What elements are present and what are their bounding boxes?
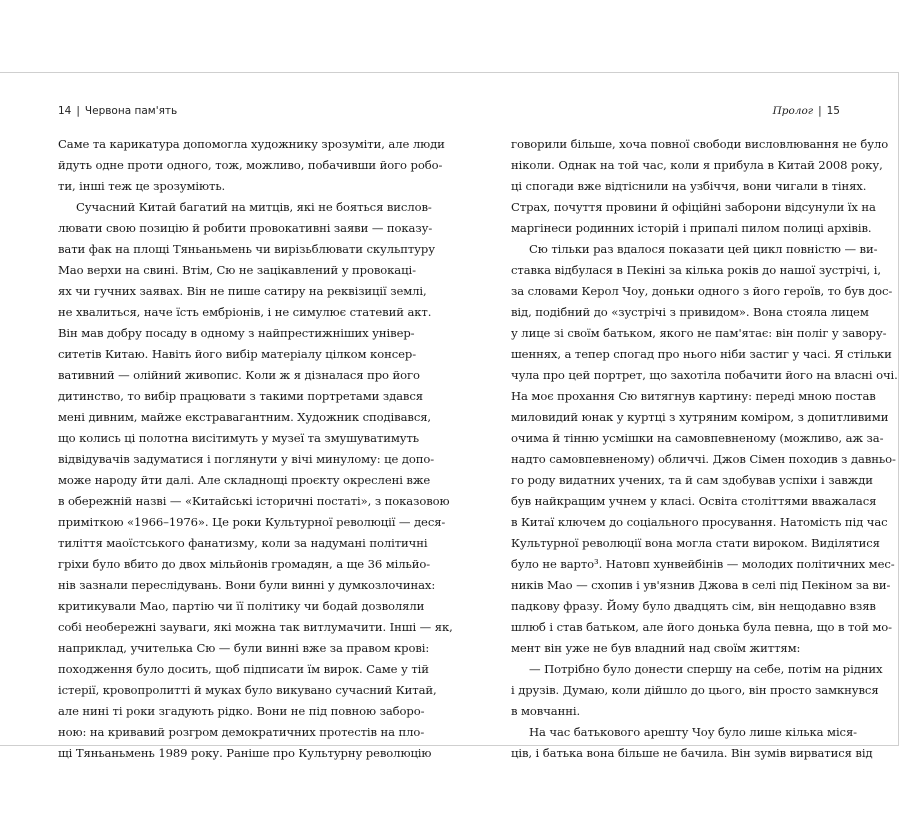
text-line: шеннях, а тепер спогад про нього ніби застиг у часі. Я стільки: [511, 347, 892, 361]
text-line: Сучасний Китай багатий на митців, які не бояться вислов-: [76, 200, 432, 214]
text-line: гріхи було вбито до двох мільйонів громадян, а ще 36 мільйо-: [58, 557, 431, 571]
text-line: Сю тільки раз вдалося показати цей цикл повністю — ви-: [529, 242, 878, 256]
text-line: в Китаї ключем до соціального просування. Натомість під час: [511, 515, 888, 529]
text-line: у лице зі своїм батьком, якого не пам'ятає: він поліг у завору-: [511, 326, 887, 340]
text-line: го роду видатних учених, та й сам здобував успіхи і завжди: [511, 473, 873, 487]
text-line: йдуть одне проти одного, тож, можливо, побачивши його робо-: [58, 158, 443, 172]
text-line: ситетів Китаю. Навіть його вибір матеріалу цілком консер-: [58, 347, 417, 361]
text-line: вати фак на площі Тяньаньмень чи вирізьблювати скульптуру: [58, 242, 435, 256]
left-body-text: [58, 134, 453, 764]
text-line: Страх, почуття провини й офіційні заборони відсунули їх на: [511, 200, 876, 214]
text-line: було не варто³. Натовп хунвейбінів — молодих політичних мес-: [511, 557, 895, 571]
text-line: — Потрібно було донести спершу на себе, потім на рідних: [529, 662, 883, 676]
left-page-number: 14: [58, 105, 72, 117]
text-line: говорили більше, хоча повної свободи висловлювання не було: [511, 137, 889, 151]
text-line: може народу йти далі. Але складнощі проєкту окреслені вже: [58, 473, 431, 487]
text-line: мені дивним, майже екстравагантним. Художник сподівався,: [58, 410, 432, 424]
text-line: падкову фразу. Йому було двадцять сім, він нещодавно взяв: [511, 599, 876, 613]
text-line: в обережній назві — «Китайські історичні постаті», з показовою: [58, 494, 450, 508]
text-line: в мовчанні.: [511, 704, 581, 718]
text-line: відвідувачів задуматися і поглянути у вічі минулому: це допо-: [58, 452, 435, 466]
text-line: чула про цей портрет, що захотіла побачити його на власні очі.: [511, 368, 898, 382]
text-line: ти, інші теж це зрозуміють.: [58, 179, 226, 193]
book-spread: [0, 72, 899, 760]
text-line: ників Мао — схопив і ув'язнив Джова в селі під Пекіном за ви-: [511, 578, 891, 592]
left-page: [0, 73, 453, 760]
text-line: ців, і батька вона більше не бачила. Він зумів вирватися від: [511, 746, 873, 760]
section-title: Пролог: [772, 105, 814, 117]
left-running-header: [58, 105, 177, 117]
text-line: дитинство, то вибір працювати з такими портретами здався: [58, 389, 423, 403]
text-line: ях чи гучних заявах. Він не пише сатиру на реквізиції землі,: [58, 284, 427, 298]
text-line: був найкращим учнем у класі. Освіта століттями вважалася: [511, 494, 877, 508]
text-line: ставка відбулася в Пекіні за кілька років до нашої зустрічі, і,: [511, 263, 881, 277]
right-running-header: [773, 105, 840, 117]
text-line: приміткою «1966–1976». Це роки Культурної революції — деся-: [58, 515, 446, 529]
text-line: ці спогади вже відтіснили на узбіччя, вони чигали в тінях.: [511, 179, 867, 193]
text-line: На моє прохання Сю витягнув картину: переді мною постав: [511, 389, 876, 403]
text-line: Культурної революції вона могла стати вироком. Виділятися: [511, 536, 880, 550]
right-body-text: [511, 134, 898, 764]
right-page: [450, 73, 898, 760]
text-line: тиліття маоїстського фанатизму, коли за надумані політичні: [58, 536, 428, 550]
header-separator: |: [818, 105, 822, 117]
text-line: що колись ці полотна висітимуть у музеї та змушуватимуть: [58, 431, 419, 445]
text-line: Саме та карикатура допомогла художнику зрозуміти, але люди: [58, 137, 445, 151]
text-line: за словами Керол Чоу, доньки одного з його героїв, то був дос-: [511, 284, 893, 298]
text-line: наприклад, учителька Сю — були винні вже за правом крові:: [58, 641, 430, 655]
text-line: лювати свою позицію й робити провокативні заяви — показу-: [58, 221, 433, 235]
text-line: На час батькового арешту Чоу було лише кілька міся-: [529, 725, 857, 739]
text-line: маргінеси родинних історій і припалі пилом полиці архівів.: [511, 221, 872, 235]
text-line: Мао верхи на свині. Втім, Сю не зацікавлений у провокаці-: [58, 263, 416, 277]
text-line: вативний — олійний живопис. Коли ж я дізналася про його: [58, 368, 420, 382]
text-line: але нині ті роки згадують рідко. Вони не під повною заборо-: [58, 704, 425, 718]
header-separator: |: [76, 105, 80, 117]
text-line: Він мав добру посаду в одному з найпрестижніших універ-: [58, 326, 415, 340]
right-page-number: 15: [826, 105, 840, 117]
text-line: від, подібний до «зустрічі з привидом». Вона стояла лицем: [511, 305, 869, 319]
text-line: нів зазнали переслідувань. Вони були винні у думкозлочинах:: [58, 578, 436, 592]
text-line: миловидий юнак у куртці з хутряним коміром, з допитливими: [511, 410, 889, 424]
text-line: істерії, кровопролитті й муках було викувано сучасний Китай,: [58, 683, 437, 697]
text-line: критикували Мао, партію чи її політику чи бодай дозволяли: [58, 599, 425, 613]
text-line: не хвалиться, наче їсть ембріонів, і не симулює статевий акт.: [58, 305, 432, 319]
text-line: ніколи. Однак на той час, коли я прибула в Китай 2008 року,: [511, 158, 883, 172]
book-title: Червона пам'ять: [84, 105, 178, 117]
text-line: очима й тінню усмішки на самовпевненому (можливо, аж за-: [511, 431, 884, 445]
text-line: ною: на кривавий розгром демократичних протестів на пло-: [58, 725, 425, 739]
text-line: надто самовпевненому) обличчі. Джов Сімен походив з давньо-: [511, 452, 896, 466]
text-line: собі необережні зауваги, які можна так витлумачити. Інші — як,: [58, 620, 453, 634]
text-line: і друзів. Думаю, коли дійшло до цього, він просто замкнувся: [511, 683, 879, 697]
text-line: щі Тяньаньмень 1989 року. Раніше про Культурну революцію: [58, 746, 432, 760]
text-line: мент він уже не був владний над своїм життям:: [511, 641, 801, 655]
text-line: шлюб і став батьком, але його донька була певна, що в той мо-: [511, 620, 893, 634]
text-line: походження було досить, щоб підписати їм вирок. Саме у тій: [58, 662, 429, 676]
